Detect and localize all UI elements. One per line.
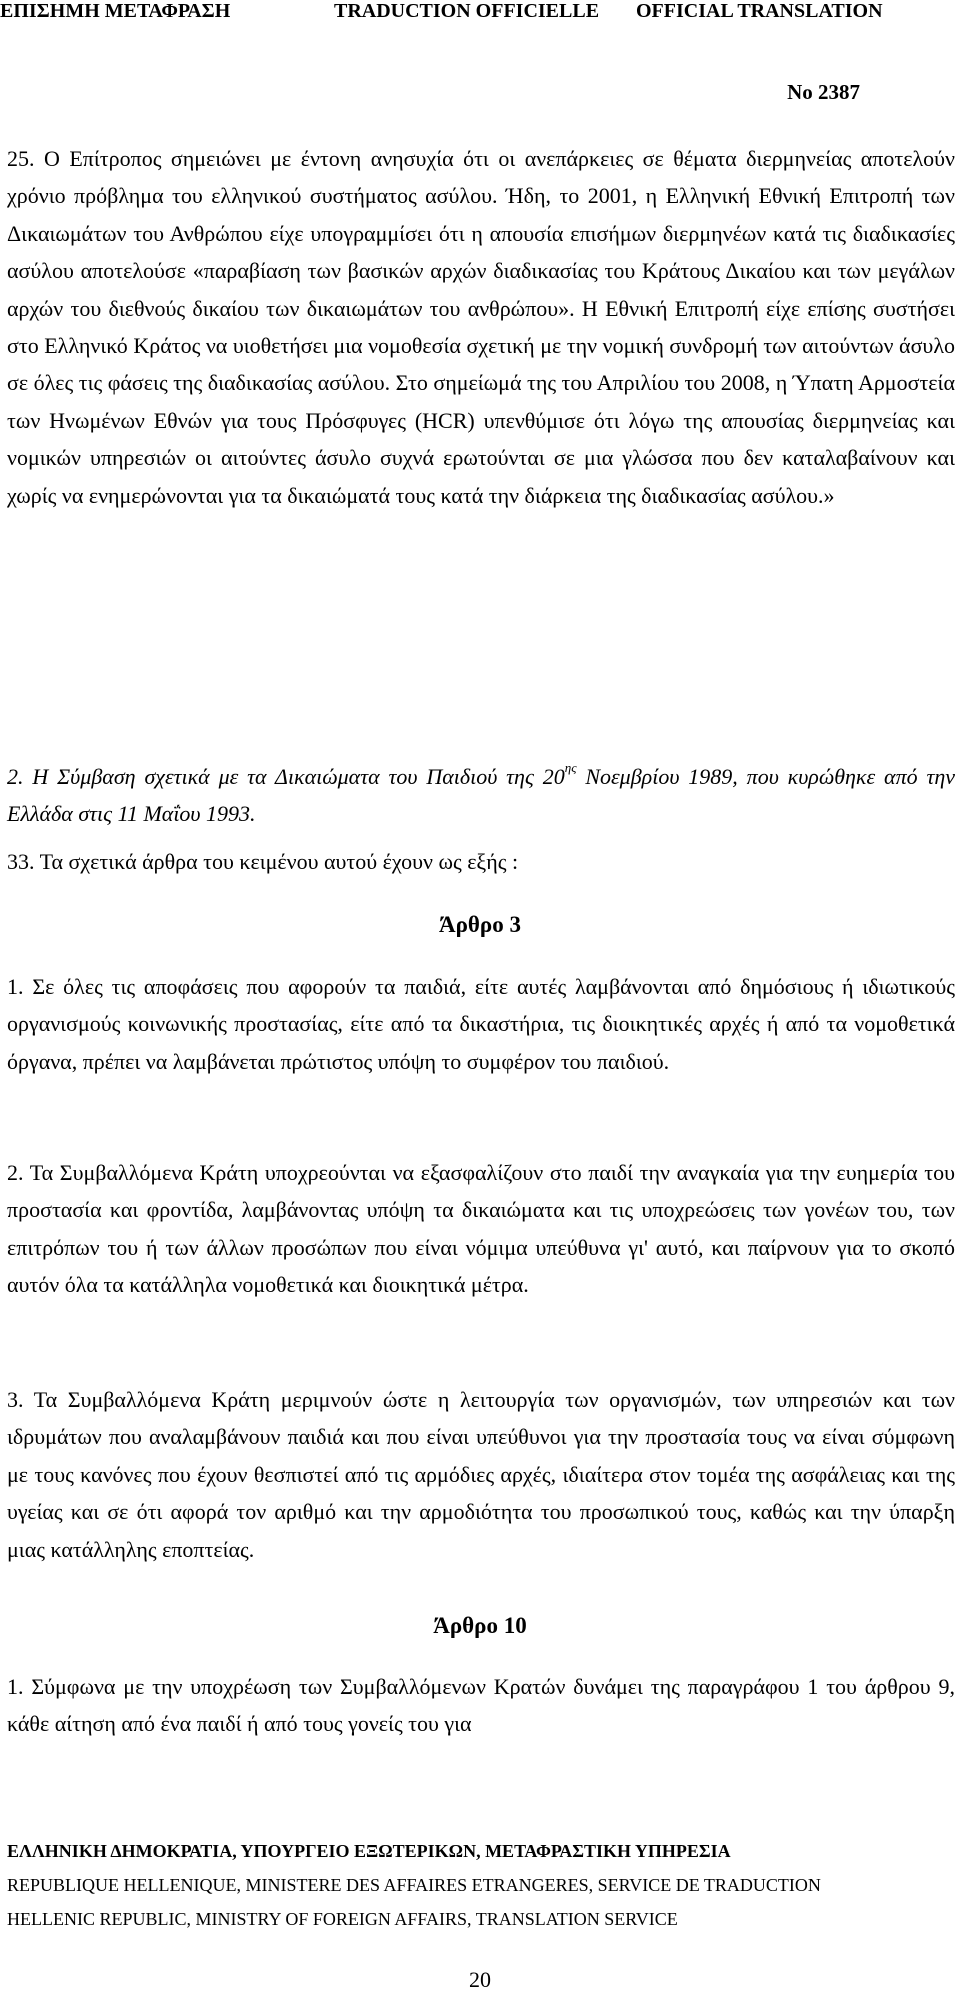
header-english: OFFICIAL TRANSLATION: [636, 0, 883, 22]
page-number: 20: [469, 1967, 491, 1992]
official-translation-header: [0, 0, 960, 22]
document-number: No 2387: [787, 80, 860, 104]
paragraph-2-superscript: ης: [564, 760, 577, 775]
footer-french: REPUBLIQUE HELLENIQUE, MINISTERE DES AFFAIRES ETRANGERES, SERVICE DE TRADUCTION: [7, 1875, 821, 1895]
footer-english: HELLENIC REPUBLIC, MINISTRY OF FOREIGN AFFAIRS, TRANSLATION SERVICE: [7, 1909, 678, 1929]
article-3-paragraph-3: 3. Τα Συμβαλλόμενα Κράτη μεριμνούν ώστε η λειτουργία των οργανισμών, των υπηρεσιών και των ιδρυμάτων που αναλαμβάνουν παιδιά και που είναι υπεύθυνοι για την προστασία τους να είναι σύμφωνη με τους κανόνες που έχουν θεσπιστεί από τις αρμόδιες αρχές, ιδιαίτερα στον τομέα της ασφάλειας και της υγείας και σε ότι αφορά τον αριθμό και την αρμοδιότητα του προσωπικού τους, καθώς και την ύπαρξη μιας κατάλληλης εποπτείας.: [7, 1387, 955, 1562]
article-10-paragraph-1: 1. Σύμφωνα με την υποχρέωση των Συμβαλλόμενων Κρατών δυνάμει της παραγράφου 1 του άρθρου 9, κάθε αίτηση από ένα παιδί ή από τους γονείς του για: [7, 1674, 955, 1737]
header-french: TRADUCTION OFFICIELLE: [334, 0, 600, 22]
article-3-paragraph-1: 1. Σε όλες τις αποφάσεις που αφορούν τα παιδιά, είτε αυτές λαμβάνονται από δημόσιους ή ιδιωτικούς οργανισμούς κοινωνικής προστασίας, είτε από τα δικαστήρια, τις διοικητικές αρχές ή από τα νομοθετικά όργανα, πρέπει να λαμβάνεται πρώτιστος υπόψη το συμφέρον του παιδιού.: [7, 974, 955, 1074]
article-3-title: Άρθρο 3: [439, 912, 521, 937]
paragraph-2-main: 2. Η Σύμβαση σχετικά με τα Δικαιώματα του Παιδιού της 20: [7, 764, 565, 789]
article-10-title: Άρθρο 10: [433, 1613, 527, 1638]
article-3-paragraph-2: 2. Τα Συμβαλλόμενα Κράτη υποχρεούνται να εξασφαλίζουν στο παιδί την αναγκαία για την ευημερία του προστασία και φροντίδα, λαμβάνοντας υπόψη τα δικαιώματα και τις υποχρεώσεις των γονέων του, των επιτρόπων του ή των άλλων προσώπων που είναι νόμιμα υπεύθυνα γι' αυτό, και παίρνουν για το σκοπό αυτόν όλα τα κατάλληλα νομοθετικά και διοικητικά μέτρα.: [7, 1160, 955, 1298]
paragraph-33: 33. Τα σχετικά άρθρα του κειμένου αυτού έχουν ως εξής :: [7, 849, 519, 874]
paragraph-25: 25. Ο Επίτροπος σημειώνει με έντονη ανησυχία ότι οι ανεπάρκειες σε θέματα διερμηνείας αποτελούν χρόνιο πρόβλημα του ελληνικού συστήματος ασύλου. Ήδη, το 2001, η Ελληνική Εθνική Επιτροπή των Δικαιωμάτων του Ανθρώπου είχε υπογραμμίσει ότι η απουσία επισήμων διερμηνέων κατά τις διαδικασίες ασύλου αποτελούσε «παραβίαση των βασικών αρχών διαδικασίας του Κράτους Δικαίου και των μεγάλων αρχών του διεθνούς δικαίου των δικαιωμάτων του ανθρώπου». Η Εθνική Επιτροπή είχε επίσης συστήσει στο Ελληνικό Κράτος να υιοθετήσει μια νομοθεσία σχετική με την νομική συνδρομή των αιτούντων άσυλο σε όλες τις φάσεις της διαδικασίας ασύλου. Στο σημείωμά της του Απριλίου του 2008, η Ύπατη Αρμοστεία των Ηνωμένων Εθνών για τους Πρόσφυγες (HCR) υπενθύμισε ότι λόγω της απουσίας διερμηνείας και νομικών υπηρεσιών οι αιτούντες άσυλο συχνά ερωτούνται σε μια γλώσσα που δεν καταλαβαίνουν και χωρίς να ενημερώνονται για τα δικαιώματά τους κατά την διάρκεια της διαδικασίας ασύλου.»: [7, 146, 955, 508]
paragraph-2-convention: [7, 758, 955, 833]
paragraph-2-rest: Νοεμβρίου 1989, που κυρώθηκε από την Ελλάδα στις 11 Μαΐου 1993.: [7, 764, 955, 827]
header-greek: ΕΠΙΣΗΜΗ ΜΕΤΑΦΡΑΣΗ: [0, 0, 231, 22]
footer-greek: ΕΛΛΗΝΙΚΗ ΔΗΜΟΚΡΑΤΙΑ, ΥΠΟΥΡΓΕΙΟ ΕΞΩΤΕΡΙΚΩΝ, ΜΕΤΑΦΡΑΣΤΙΚΗ ΥΠΗΡΕΣΙΑ: [7, 1841, 731, 1861]
